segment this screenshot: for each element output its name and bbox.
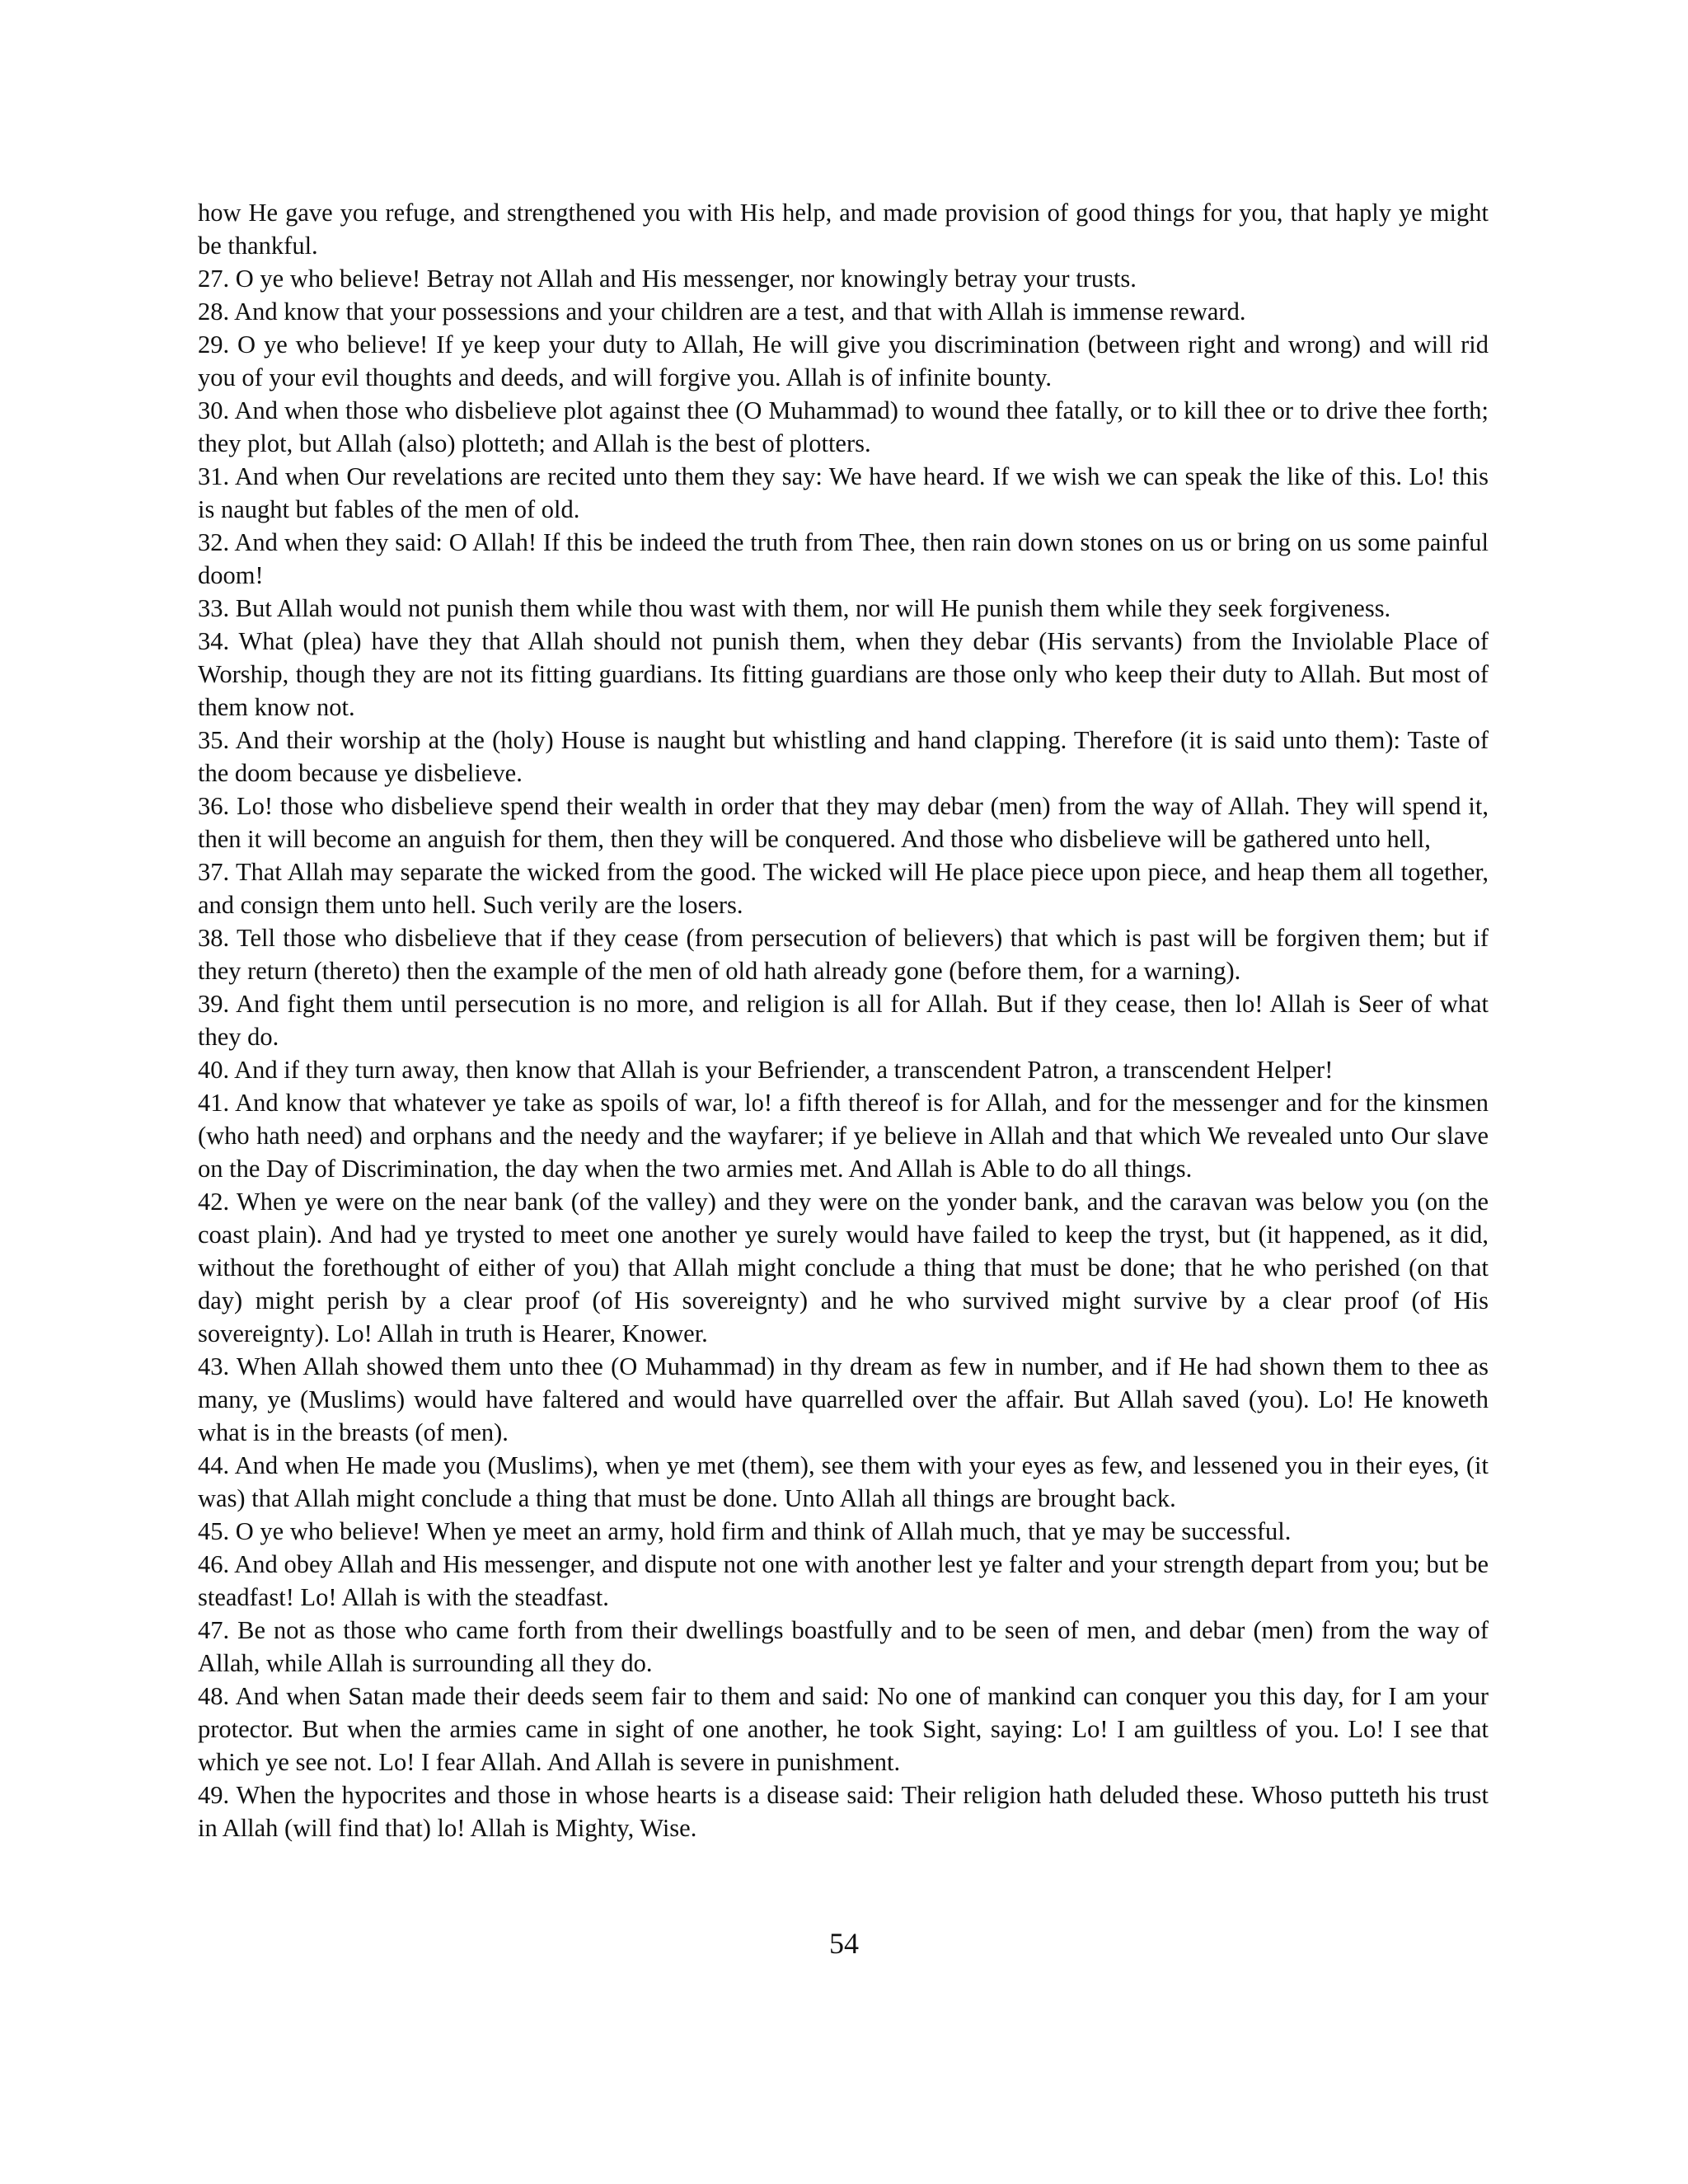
- verse-39: 39. And fight them until persecution is no more, and religion is all for Allah. But if they cease, then lo! Allah is Seer of what they do.: [198, 990, 1489, 1051]
- verse-30: 30. And when those who disbelieve plot against thee (O Muhammad) to wound thee fatally, or to kill thee or to drive thee forth; they plot, but Allah (also) plotteth; and Allah is the best of plotters.: [198, 396, 1489, 457]
- verse-42: 42. When ye were on the near bank (of the valley) and they were on the yonder bank, and the caravan was below you (on the coast plain). And had ye trysted to meet one another ye surely would have failed to keep the tryst, but (it happened, as it did, without the forethought of either of you) that Allah might conclude a thing that must be done; that he who perished (on that day) might perish by a clear proof (of His sovereignty) and he who survived might survive by a clear proof (of His sovereignty). Lo! Allah in truth is Hearer, Knower.: [198, 1188, 1489, 1347]
- verse-45: 45. O ye who believe! When ye meet an army, hold firm and think of Allah much, that ye may be successful.: [198, 1517, 1292, 1545]
- verse-46: 46. And obey Allah and His messenger, and dispute not one with another lest ye falter and your strength depart from you; but be steadfast! Lo! Allah is with the steadfast.: [198, 1550, 1489, 1611]
- verse-48: 48. And when Satan made their deeds seem fair to them and said: No one of mankind can conquer you this day, for I am your protector. But when the armies came in sight of one another, he took Sight, saying: Lo! I am guiltless of you. Lo! I see that which ye see not. Lo! I fear Allah. And Allah is severe in punishment.: [198, 1682, 1489, 1776]
- body-text: [198, 196, 1489, 1844]
- verse-43: 43. When Allah showed them unto thee (O Muhammad) in thy dream as few in number, and if He had shown them to thee as many, ye (Muslims) would have faltered and would have quarrelled over the affair. But Allah saved (you). Lo! He knoweth what is in the breasts (of men).: [198, 1352, 1489, 1446]
- verse-31: 31. And when Our revelations are recited unto them they say: We have heard. If we wish we can speak the like of this. Lo! this is naught but fables of the men of old.: [198, 462, 1489, 523]
- verse-36: 36. Lo! those who disbelieve spend their wealth in order that they may debar (men) from the way of Allah. They will spend it, then it will become an anguish for them, then they will be conquered. And those who disbelieve will be gathered unto hell,: [198, 792, 1489, 853]
- paragraph-continuation: how He gave you refuge, and strengthened you with His help, and made provision of good things for you, that haply ye might be thankful.: [198, 199, 1489, 260]
- verse-35: 35. And their worship at the (holy) House is naught but whistling and hand clapping. Therefore (it is said unto them): Taste of the doom because ye disbelieve.: [198, 726, 1489, 787]
- verse-27: 27. O ye who believe! Betray not Allah and His messenger, nor knowingly betray your trusts.: [198, 265, 1137, 293]
- verse-47: 47. Be not as those who came forth from their dwellings boastfully and to be seen of men, and debar (men) from the way of Allah, while Allah is surrounding all they do.: [198, 1616, 1489, 1677]
- verse-38: 38. Tell those who disbelieve that if they cease (from persecution of believers) that which is past will be forgiven them; but if they return (thereto) then the example of the men of old hath already gone (before them, for a warning).: [198, 924, 1489, 985]
- page-number: 54: [829, 1927, 859, 1960]
- verse-29: 29. O ye who believe! If ye keep your duty to Allah, He will give you discrimination (between right and wrong) and will rid you of your evil thoughts and deeds, and will forgive you. Allah is of infinite bounty.: [198, 330, 1489, 391]
- verse-49: 49. When the hypocrites and those in whose hearts is a disease said: Their religion hath deluded these. Whoso putteth his trust in Allah (will find that) lo! Allah is Mighty, Wise.: [198, 1781, 1489, 1842]
- verse-28: 28. And know that your possessions and your children are a test, and that with Allah is immense reward.: [198, 298, 1246, 326]
- verse-40: 40. And if they turn away, then know that Allah is your Befriender, a transcendent Patron, a transcendent Helper!: [198, 1056, 1334, 1084]
- verse-33: 33. But Allah would not punish them while thou wast with them, nor will He punish them while they seek forgiveness.: [198, 594, 1391, 622]
- verse-32: 32. And when they said: O Allah! If this be indeed the truth from Thee, then rain down stones on us or bring on us some painful doom!: [198, 528, 1489, 589]
- verse-34: 34. What (plea) have they that Allah should not punish them, when they debar (His servants) from the Inviolable Place of Worship, though they are not its fitting guardians. Its fitting guardians are those only who keep their duty to Allah. But most of them know not.: [198, 627, 1489, 721]
- verse-44: 44. And when He made you (Muslims), when ye met (them), see them with your eyes as few, and lessened you in their eyes, (it was) that Allah might conclude a thing that must be done. Unto Allah all things are brought back.: [198, 1451, 1489, 1512]
- verse-37: 37. That Allah may separate the wicked from the good. The wicked will He place piece upon piece, and heap them all together, and consign them unto hell. Such verily are the losers.: [198, 858, 1489, 919]
- verse-41: 41. And know that whatever ye take as spoils of war, lo! a fifth thereof is for Allah, and for the messenger and for the kinsmen (who hath need) and orphans and the needy and the wayfarer; if ye believe in Allah and that which We revealed unto Our slave on the Day of Discrimination, the day when the two armies met. And Allah is Able to do all things.: [198, 1089, 1489, 1183]
